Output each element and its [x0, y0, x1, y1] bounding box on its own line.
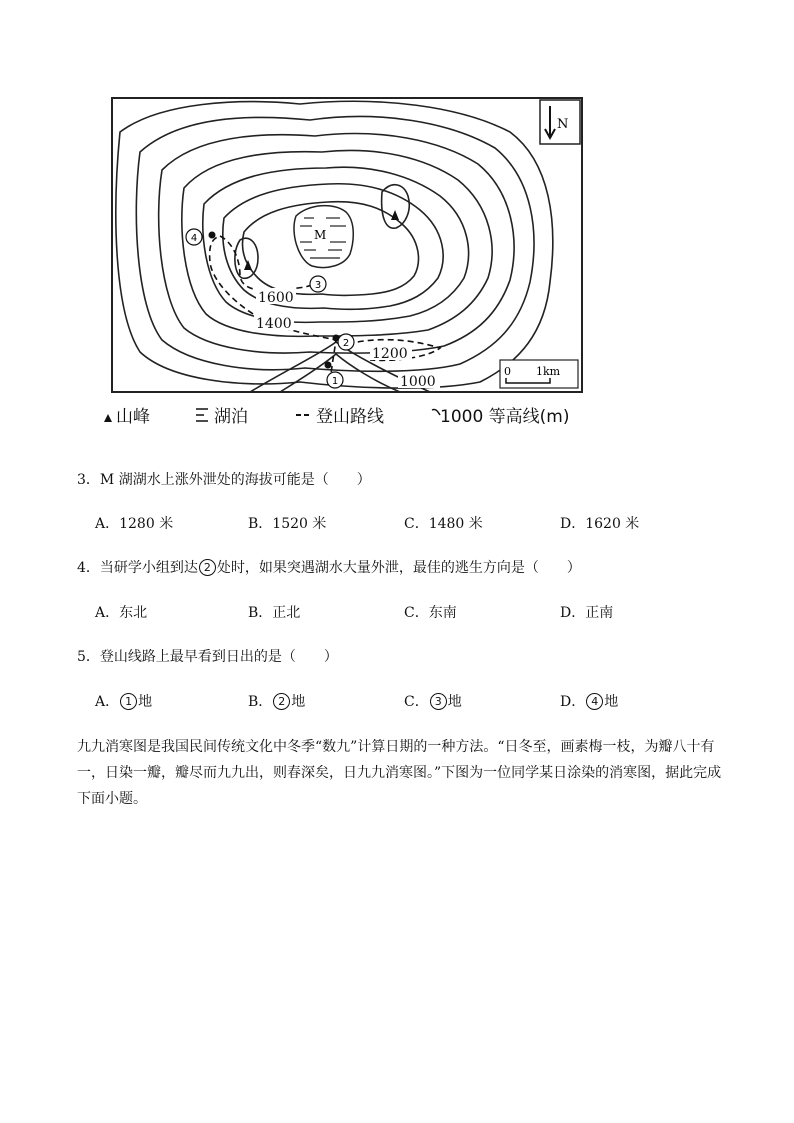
point-label-2: 2	[342, 338, 350, 349]
contour-map	[100, 92, 600, 427]
peak-icon	[391, 210, 399, 220]
question-5-stem: 5．登山线路上最早看到日出的是（ ）	[77, 649, 338, 665]
option-suffix: 地	[291, 694, 306, 710]
option-prefix: D．	[560, 694, 586, 710]
option-suffix: 地	[447, 694, 462, 710]
point-label-4: 4	[190, 233, 198, 244]
contour-label-1200: 1200	[372, 346, 408, 362]
question-4-point-mark: 2	[199, 559, 216, 576]
question-5-options	[95, 692, 715, 712]
lake-m	[294, 206, 353, 268]
legend-peak: 山峰	[116, 407, 150, 427]
point-mark: 4	[586, 693, 603, 710]
question-4-option-c[interactable]: C．东南	[404, 605, 457, 621]
reading-passage: 九九消寒图是我国民间传统文化中冬季“数九”计算日期的一种方法。“日冬至，画素梅一枝，为瓣八十有一，日染一瓣，瓣尽而九九出，则春深矣，日九九消寒图。”下图为一位同学某日涂染的消寒图，据此完成下面小题。	[77, 739, 722, 807]
map-legend	[104, 407, 570, 427]
question-5-option-d[interactable]	[560, 692, 618, 712]
scale-zero: 0	[504, 365, 511, 378]
question-3-option-b[interactable]: B．1520 米	[248, 516, 327, 532]
scale-bar	[500, 360, 578, 388]
question-5-option-a[interactable]	[95, 692, 152, 712]
point-mark: 3	[430, 693, 447, 710]
peak-icon	[244, 260, 252, 270]
option-prefix: B．	[248, 694, 273, 710]
north-arrow-icon	[540, 100, 580, 144]
lake-label: M	[314, 228, 327, 242]
north-label: N	[557, 117, 569, 132]
option-suffix: 地	[138, 694, 153, 710]
question-4-stem-pre: 4．当研学小组到达	[77, 560, 198, 576]
question-3-option-d[interactable]: D．1620 米	[560, 516, 640, 532]
question-3-options	[95, 514, 715, 534]
question-3-option-a[interactable]: A．1280 米	[95, 516, 174, 532]
point-mark: 2	[273, 693, 290, 710]
point-label-3: 3	[314, 280, 322, 291]
question-5-option-b[interactable]	[248, 692, 305, 712]
legend-route: 登山路线	[316, 407, 384, 427]
question-4-options	[95, 603, 715, 623]
legend-lake: 湖泊	[214, 407, 248, 427]
question-5-option-c[interactable]	[404, 692, 462, 712]
point-mark: 1	[120, 693, 137, 710]
legend-peak-icon	[104, 414, 112, 422]
legend-contour: 1000 等高线(m)	[440, 407, 570, 427]
question-4-stem-post: 处时，如果突遇湖水大量外泄，最佳的逃生方向是（ ）	[216, 560, 581, 576]
option-prefix: C．	[404, 694, 429, 710]
scale-unit: 1km	[536, 365, 561, 378]
option-prefix: A．	[95, 694, 120, 710]
question-4-option-a[interactable]: A．东北	[95, 605, 148, 621]
contour-label-1000: 1000	[400, 374, 436, 390]
question-3-option-c[interactable]: C．1480 米	[404, 516, 483, 532]
legend-lake-icon	[196, 409, 208, 421]
question-4-option-d[interactable]: D．正南	[560, 605, 614, 621]
contour-map-figure	[100, 92, 600, 427]
contour-label-1400: 1400	[256, 316, 292, 332]
question-4-option-b[interactable]: B．正北	[248, 605, 301, 621]
question-3-stem: 3．M 湖湖水上涨外泄处的海拔可能是（ ）	[77, 472, 371, 488]
point-label-1: 1	[331, 376, 339, 387]
question-4-stem	[77, 558, 581, 578]
option-suffix: 地	[604, 694, 619, 710]
contour-label-1600: 1600	[258, 290, 294, 306]
legend-contour-icon	[432, 409, 440, 415]
